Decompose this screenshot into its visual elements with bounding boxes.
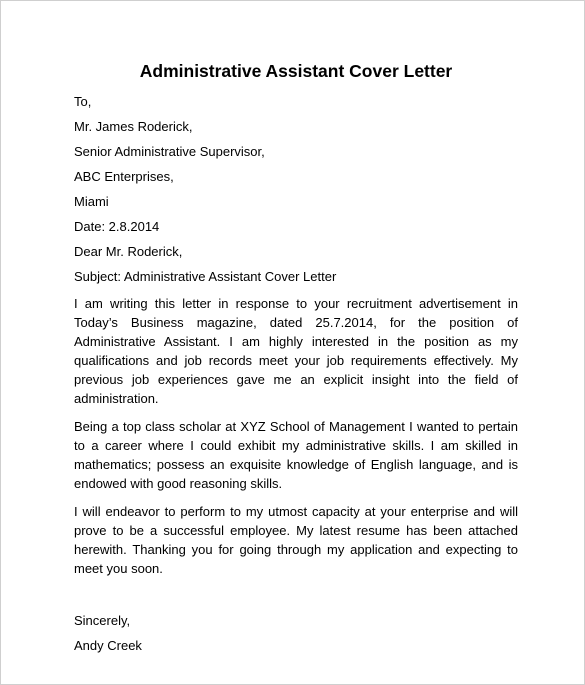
signature: Andy Creek (74, 638, 142, 653)
recipient-position: Senior Administrative Supervisor, (74, 144, 265, 159)
body-paragraph: I will endeavor to perform to my utmost capacity at your enterprise and will prove to be a successful employee. My latest resume has been attached herewith. Thanking you for going through my application and expecting to meet you soon. (74, 504, 518, 576)
greeting: Dear Mr. Roderick, (74, 244, 183, 259)
recipient-name: Mr. James Roderick, (74, 119, 193, 134)
recipient-company: ABC Enterprises, (74, 169, 174, 184)
letter-body (74, 58, 518, 663)
body-paragraph: Being a top class scholar at XYZ School of Management I wanted to pertain to a career where I could exhibit my administrative skills. I am skilled in mathematics; possess an exquisite knowledge of English language, and is endowed with good reasoning skills. (74, 419, 518, 491)
document-title: Administrative Assistant Cover Letter (139, 61, 453, 81)
salutation-to: To, (74, 94, 92, 109)
spacer (74, 587, 518, 613)
recipient-city: Miami (74, 194, 109, 209)
subject-line: Subject: Administrative Assistant Cover Letter (74, 269, 337, 284)
body-paragraph: I am writing this letter in response to your recruitment advertisement in Today’s Business magazine, dated 25.7.2014, for the position of Administrative Assistant. I am highly interested in the position as my qualifications and job records meet your job requirements effectively. My previous job experiences gave me an explicit insight into the field of administration. (74, 296, 518, 406)
letter-date: Date: 2.8.2014 (74, 219, 160, 234)
closing: Sincerely, (74, 613, 131, 628)
